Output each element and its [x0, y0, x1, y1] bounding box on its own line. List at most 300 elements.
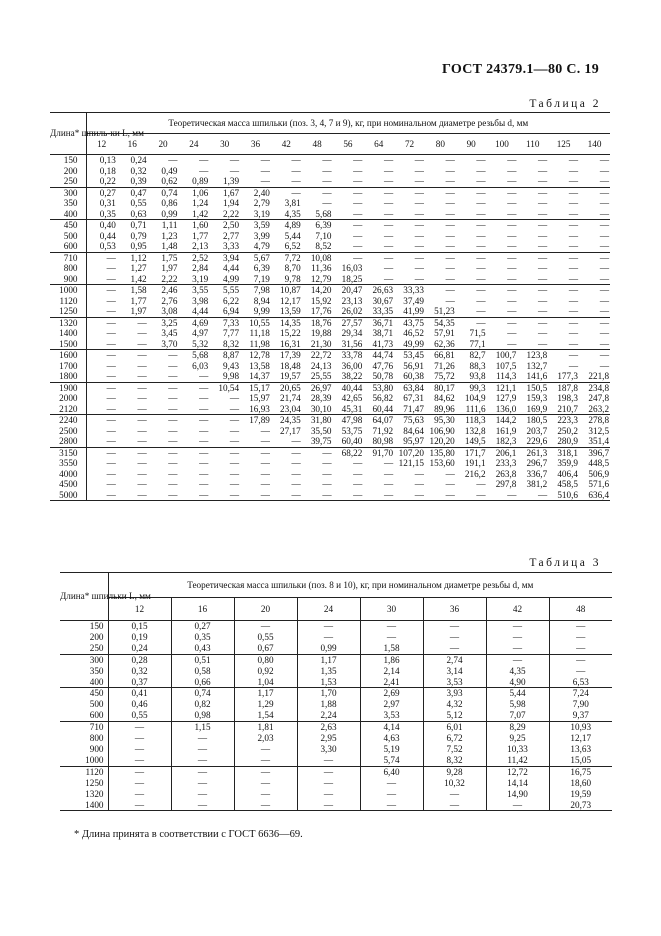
length-cell: 900 — [60, 744, 108, 755]
mass-cell: 296,7 — [526, 458, 548, 468]
mass-cell: 27,17 — [280, 425, 301, 436]
mass-cell: 42,65 — [341, 393, 363, 403]
mass-cell: 381,2 — [526, 479, 548, 489]
mass-cell: — — [199, 393, 209, 403]
mass-cell: 144,2 — [495, 415, 517, 425]
mass-cell: — — [445, 220, 455, 230]
mass-cell: — — [538, 155, 548, 165]
mass-cell: — — [117, 371, 148, 382]
mass-cell: — — [234, 755, 297, 766]
mass-cell: — — [568, 263, 578, 273]
mass-cell: — — [86, 274, 117, 285]
mass-cell: 263,2 — [579, 404, 610, 415]
mass-cell: — — [322, 165, 332, 176]
mass-cell: — — [322, 447, 332, 458]
mass-cell: 33,78 — [341, 350, 363, 360]
mass-cell: 135,80 — [429, 447, 455, 458]
mass-cell: 177,3 — [548, 371, 579, 382]
mass-cell: — — [599, 350, 610, 360]
length-cell: 300 — [50, 187, 86, 198]
mass-cell: — — [507, 220, 517, 230]
mass-cell: — — [148, 436, 179, 447]
mass-cell: 1,53 — [297, 677, 360, 688]
mass-cell: — — [86, 339, 117, 350]
length-cell: 1700 — [50, 361, 86, 372]
mass-cell: 10,55 — [249, 317, 270, 328]
mass-cell: 263,8 — [495, 468, 517, 479]
mass-cell: 56,91 — [403, 360, 424, 371]
mass-cell: — — [548, 274, 579, 285]
mass-cell: 44,74 — [372, 350, 394, 360]
mass-cell: 7,19 — [240, 274, 271, 285]
table-3-length-header: Длина* шпильки L, мм — [60, 573, 108, 621]
mass-cell: 127,9 — [495, 393, 517, 403]
mass-cell: 77,1 — [456, 339, 487, 350]
mass-cell: — — [168, 458, 178, 468]
mass-cell: 1,60 — [192, 220, 209, 230]
mass-cell: 0,99 — [297, 643, 360, 654]
mass-cell: — — [106, 382, 116, 393]
mass-cell: 16,03 — [341, 263, 363, 273]
mass-cell: 0,24 — [108, 643, 171, 654]
diameter-header: 56 — [333, 134, 364, 155]
table-row — [50, 479, 610, 490]
footnote: * Длина принята в соответствии с ГОСТ 6636—69. — [74, 829, 303, 840]
mass-cell: 3,99 — [253, 230, 270, 241]
mass-cell: — — [414, 468, 424, 479]
mass-cell: 2,63 — [297, 722, 360, 733]
mass-cell: — — [297, 632, 360, 643]
length-cell: 4500 — [50, 479, 86, 490]
mass-cell: 0,19 — [108, 632, 171, 643]
mass-cell: 111,6 — [456, 404, 487, 415]
mass-cell: 114,3 — [487, 371, 518, 382]
mass-cell: 1,12 — [130, 252, 147, 263]
mass-cell: — — [423, 621, 486, 632]
mass-cell: 23,13 — [341, 295, 363, 306]
mass-cell: 26,97 — [310, 382, 332, 393]
mass-cell: 8,32 — [423, 755, 486, 766]
mass-cell: — — [178, 490, 209, 501]
mass-cell: — — [579, 176, 610, 187]
mass-cell: — — [353, 220, 363, 230]
table-row — [50, 176, 610, 187]
mass-cell: 2,79 — [253, 198, 270, 208]
mass-cell: 2,76 — [161, 295, 178, 306]
mass-cell: 180,5 — [526, 415, 548, 425]
length-cell: 1500 — [50, 339, 86, 350]
mass-cell: 36,71 — [372, 317, 394, 328]
mass-cell: 1,42 — [117, 274, 148, 285]
mass-cell: 20,47 — [341, 285, 363, 295]
mass-cell: 2,24 — [297, 710, 360, 721]
mass-cell: — — [108, 755, 171, 766]
mass-cell: 30,10 — [302, 404, 333, 415]
mass-cell: — — [414, 252, 424, 263]
mass-cell: — — [599, 285, 610, 295]
mass-cell: — — [445, 155, 455, 165]
mass-cell: 1,97 — [117, 306, 148, 317]
mass-cell: — — [425, 274, 456, 285]
mass-cell: — — [476, 165, 486, 176]
mass-cell: — — [394, 241, 425, 252]
mass-cell: 3,14 — [423, 666, 486, 677]
mass-cell: — — [199, 382, 209, 393]
mass-cell: — — [271, 176, 302, 187]
mass-cell: 16,31 — [271, 339, 302, 350]
length-cell: 1600 — [50, 350, 86, 361]
mass-cell: 53,80 — [372, 382, 394, 393]
table-3-caption: Таблица 3 — [529, 557, 601, 569]
mass-cell: 458,5 — [557, 479, 578, 489]
mass-cell: — — [271, 490, 302, 501]
mass-cell: — — [117, 404, 148, 415]
mass-cell: 1,77 — [192, 230, 209, 241]
mass-cell: — — [229, 447, 240, 458]
mass-cell: 10,33 — [486, 744, 549, 755]
mass-cell: — — [333, 176, 364, 187]
mass-cell: 0,55 — [108, 710, 171, 721]
mass-cell: 9,25 — [486, 733, 549, 744]
mass-cell: 37,49 — [403, 295, 424, 306]
length-cell: 200 — [50, 166, 86, 177]
length-cell: 1120 — [60, 766, 108, 777]
mass-cell: — — [168, 468, 178, 479]
mass-cell: 0,27 — [99, 187, 116, 198]
mass-cell: 0,51 — [171, 654, 234, 665]
table-row — [60, 755, 612, 766]
mass-cell: — — [108, 744, 171, 755]
mass-cell: 5,98 — [486, 699, 549, 710]
mass-cell: — — [229, 393, 240, 403]
mass-cell: — — [108, 733, 171, 744]
mass-cell: 5,32 — [178, 339, 209, 350]
table-row — [50, 166, 610, 177]
mass-cell: — — [487, 306, 518, 317]
mass-cell: — — [568, 252, 578, 263]
mass-cell: 106,90 — [429, 425, 455, 436]
mass-cell: — — [260, 458, 270, 468]
mass-cell: — — [234, 778, 297, 789]
mass-cell: 25,55 — [302, 371, 333, 382]
mass-cell: 3,59 — [253, 220, 270, 230]
length-cell: 4000 — [50, 469, 86, 480]
mass-cell: 7,72 — [284, 252, 301, 263]
diameter-header: 12 — [108, 598, 171, 621]
mass-cell: 95,97 — [394, 436, 425, 447]
mass-cell: 12,78 — [249, 350, 270, 360]
mass-cell: 0,74 — [171, 688, 234, 699]
mass-cell: — — [538, 263, 548, 273]
mass-cell: — — [383, 479, 394, 489]
mass-cell: — — [445, 230, 455, 241]
mass-cell: 278,8 — [588, 415, 610, 425]
mass-cell: 11,36 — [311, 263, 332, 273]
mass-cell: — — [579, 209, 610, 220]
length-cell: 800 — [60, 733, 108, 744]
mass-cell: — — [199, 468, 209, 479]
mass-cell: — — [456, 490, 487, 501]
diameter-header: 90 — [456, 134, 487, 155]
mass-cell: 1,58 — [130, 285, 147, 295]
mass-cell: 17,39 — [280, 350, 301, 360]
table-row — [60, 666, 612, 677]
table-row — [60, 654, 612, 665]
mass-cell: 18,25 — [333, 274, 364, 285]
mass-cell: — — [199, 415, 209, 425]
mass-cell: 9,43 — [222, 360, 240, 371]
mass-cell: — — [383, 165, 394, 176]
mass-cell: 5,67 — [253, 252, 270, 263]
table-3 — [60, 572, 612, 811]
mass-cell: — — [599, 155, 610, 165]
table-row — [50, 306, 610, 317]
mass-cell: 82,7 — [469, 350, 486, 360]
mass-cell: — — [363, 274, 394, 285]
mass-cell: 161,9 — [495, 425, 517, 436]
mass-cell: — — [487, 209, 518, 220]
length-cell: 450 — [50, 220, 86, 231]
mass-cell: — — [108, 722, 171, 733]
mass-cell: 121,1 — [495, 382, 517, 393]
mass-cell: 0,32 — [108, 666, 171, 677]
mass-cell: 5,68 — [192, 350, 209, 360]
mass-cell: — — [507, 252, 517, 263]
mass-cell: — — [383, 252, 394, 263]
mass-cell: — — [476, 155, 486, 165]
mass-cell: 396,7 — [588, 447, 610, 458]
diameter-header: 72 — [394, 134, 425, 155]
mass-cell: — — [322, 155, 332, 165]
mass-cell: — — [476, 317, 486, 328]
length-cell: 1400 — [50, 328, 86, 339]
mass-cell: — — [171, 789, 234, 800]
mass-cell: 30,67 — [372, 295, 394, 306]
mass-cell: 19,57 — [271, 371, 302, 382]
mass-cell: 7,10 — [315, 230, 332, 241]
mass-cell: 2,22 — [209, 209, 240, 220]
mass-cell: 27,57 — [341, 317, 363, 328]
length-cell: 3150 — [50, 447, 86, 458]
mass-cell: 1,06 — [192, 187, 209, 198]
mass-cell: 571,6 — [588, 479, 610, 489]
mass-cell: — — [538, 328, 548, 338]
length-cell: 2240 — [50, 415, 86, 426]
page-header: ГОСТ 24379.1—80 С. 19 — [442, 62, 599, 77]
mass-cell: — — [445, 479, 455, 489]
mass-cell: 1,27 — [130, 263, 147, 273]
mass-cell: — — [291, 165, 301, 176]
mass-cell: 47,76 — [372, 360, 394, 371]
length-cell: 1250 — [60, 778, 108, 789]
mass-cell: 0,15 — [108, 621, 171, 632]
mass-cell: 71,5 — [469, 328, 486, 338]
mass-cell: 0,24 — [130, 155, 147, 165]
mass-cell: 2,84 — [192, 263, 209, 273]
mass-cell: — — [209, 490, 240, 501]
length-cell: 500 — [60, 699, 108, 710]
mass-cell: — — [234, 800, 297, 811]
mass-cell: 13,58 — [249, 360, 270, 371]
mass-cell: — — [297, 778, 360, 789]
mass-cell: — — [568, 187, 578, 198]
mass-cell: — — [360, 632, 423, 643]
mass-cell: — — [476, 220, 486, 230]
mass-cell: 4,44 — [178, 306, 209, 317]
mass-cell: 359,9 — [557, 458, 578, 468]
mass-cell: — — [168, 415, 178, 425]
mass-cell: — — [353, 458, 363, 468]
mass-cell: 68,22 — [341, 447, 363, 458]
mass-cell: 6,39 — [253, 263, 270, 273]
mass-cell: — — [507, 328, 517, 338]
table-row — [50, 155, 610, 166]
mass-cell: 7,90 — [549, 699, 612, 710]
mass-cell: 0,35 — [86, 209, 117, 220]
length-cell: 1000 — [60, 755, 108, 766]
mass-cell: 191,1 — [464, 458, 486, 468]
mass-cell: — — [394, 176, 425, 187]
mass-cell: — — [291, 155, 301, 165]
mass-cell: 0,80 — [234, 654, 297, 665]
mass-cell: — — [322, 458, 332, 468]
mass-cell: 141,6 — [517, 371, 548, 382]
mass-cell: — — [171, 800, 234, 811]
length-cell: 450 — [60, 688, 108, 699]
diameter-header: 140 — [579, 134, 610, 155]
mass-cell: 121,15 — [398, 458, 424, 468]
mass-cell: 20,65 — [280, 382, 301, 393]
mass-cell: — — [549, 621, 612, 632]
mass-cell: 18,60 — [549, 778, 612, 789]
mass-cell: 448,5 — [588, 458, 610, 468]
mass-cell: 18,48 — [280, 360, 301, 371]
mass-cell: — — [86, 371, 117, 382]
mass-cell: 198,3 — [557, 393, 578, 403]
mass-cell: 159,3 — [526, 393, 548, 403]
mass-cell: 1,39 — [209, 176, 240, 187]
mass-cell: — — [353, 479, 363, 489]
mass-cell: — — [168, 382, 178, 393]
table-row — [50, 447, 610, 458]
mass-cell: — — [548, 241, 579, 252]
mass-cell: — — [229, 165, 240, 176]
mass-cell: — — [106, 328, 116, 338]
table-row — [50, 285, 610, 296]
table-row — [60, 722, 612, 733]
mass-cell: 33,33 — [403, 285, 424, 295]
mass-cell: — — [507, 285, 517, 295]
mass-cell: 100,7 — [495, 350, 517, 360]
length-cell: 500 — [50, 231, 86, 242]
mass-cell: 45,31 — [333, 404, 364, 415]
mass-cell: — — [297, 800, 360, 811]
mass-cell: 2,97 — [360, 699, 423, 710]
mass-cell: — — [599, 252, 610, 263]
mass-cell: 84,64 — [403, 425, 424, 436]
mass-cell: — — [549, 654, 612, 665]
mass-cell: — — [117, 436, 148, 447]
mass-cell: 229,6 — [517, 436, 548, 447]
mass-cell: 67,31 — [403, 393, 424, 403]
mass-cell: 7,52 — [423, 744, 486, 755]
mass-cell: 0,32 — [130, 165, 147, 176]
mass-cell: — — [476, 230, 486, 241]
mass-cell: — — [599, 295, 610, 306]
mass-cell: — — [108, 800, 171, 811]
mass-cell: 14,20 — [310, 285, 332, 295]
table-row — [60, 643, 612, 654]
mass-cell: 9,98 — [209, 371, 240, 382]
mass-cell: 3,25 — [161, 317, 178, 328]
mass-cell: — — [445, 285, 455, 295]
mass-cell: 28,39 — [310, 393, 332, 403]
mass-cell: 10,08 — [310, 252, 332, 263]
mass-cell: — — [486, 800, 549, 811]
mass-cell: 35,50 — [310, 425, 332, 436]
mass-cell: — — [353, 155, 363, 165]
mass-cell: 261,3 — [526, 447, 548, 458]
mass-cell: — — [291, 187, 301, 198]
mass-cell: — — [297, 621, 360, 632]
mass-cell: — — [108, 778, 171, 789]
mass-cell: — — [199, 165, 209, 176]
mass-cell: 223,3 — [557, 415, 578, 425]
mass-cell: — — [234, 744, 297, 755]
mass-cell: — — [568, 295, 578, 306]
table-row — [60, 632, 612, 643]
mass-cell: — — [106, 479, 116, 489]
mass-cell: — — [568, 198, 578, 208]
mass-cell: — — [291, 447, 301, 458]
diameter-header: 64 — [363, 134, 394, 155]
mass-cell: — — [548, 176, 579, 187]
mass-cell: 1,70 — [297, 688, 360, 699]
mass-cell: — — [599, 230, 610, 241]
mass-cell: — — [568, 350, 578, 360]
mass-cell: — — [178, 404, 209, 415]
mass-cell: — — [487, 176, 518, 187]
mass-cell: 14,14 — [486, 778, 549, 789]
mass-cell: — — [178, 436, 209, 447]
mass-cell: 13,63 — [549, 744, 612, 755]
mass-cell: 64,07 — [372, 415, 394, 425]
mass-cell: 0,27 — [171, 621, 234, 632]
table-row — [50, 296, 610, 307]
diameter-header: 42 — [486, 598, 549, 621]
mass-cell: 24,13 — [310, 360, 332, 371]
mass-cell: 4,69 — [192, 317, 209, 328]
mass-cell: — — [579, 274, 610, 285]
diameter-header: 125 — [548, 134, 579, 155]
mass-cell: — — [507, 198, 517, 208]
mass-cell: 41,73 — [363, 339, 394, 350]
mass-cell: 0,71 — [130, 220, 147, 230]
mass-cell: — — [414, 230, 424, 241]
mass-cell: — — [117, 339, 148, 350]
mass-cell: 3,30 — [297, 744, 360, 755]
mass-cell: — — [322, 187, 332, 198]
mass-cell: 20,73 — [549, 800, 612, 811]
mass-cell: 1,58 — [360, 643, 423, 654]
diameter-header: 30 — [360, 598, 423, 621]
mass-cell: — — [360, 789, 423, 800]
mass-cell: 0,66 — [171, 677, 234, 688]
mass-cell: 6,40 — [360, 766, 423, 777]
mass-cell: 71,47 — [394, 404, 425, 415]
mass-cell: — — [423, 632, 486, 643]
mass-cell: 62,36 — [425, 339, 456, 350]
